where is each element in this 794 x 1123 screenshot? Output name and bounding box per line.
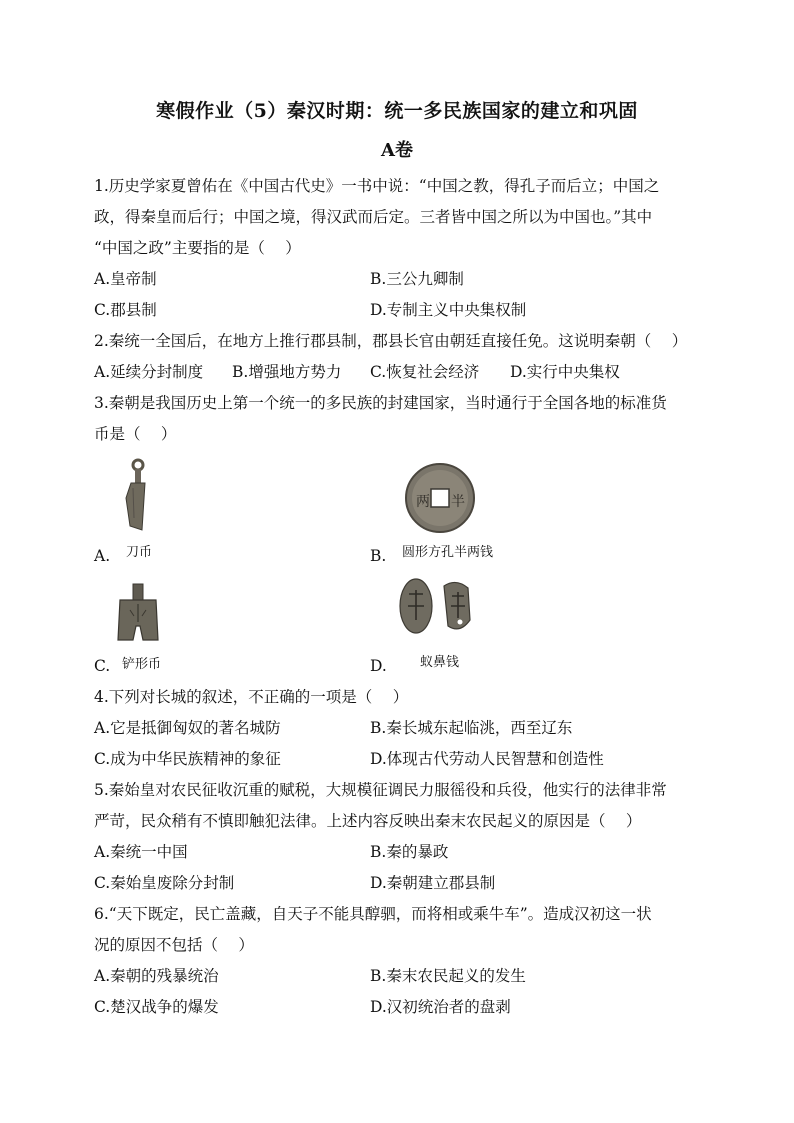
ant-nose-coin-icon — [394, 576, 482, 638]
q1-option-a: A.皇帝制 — [94, 270, 157, 288]
q6-option-a: A.秦朝的残暴统治 — [94, 967, 219, 985]
spade-coin-icon — [110, 582, 166, 642]
svg-text:半: 半 — [451, 494, 465, 510]
q4-option-c: C.成为中华民族精神的象征 — [94, 750, 281, 768]
q3-option-c-caption: 铲形币 — [122, 657, 162, 672]
svg-text:两: 两 — [416, 494, 430, 510]
q5-option-b: B.秦的暴政 — [370, 843, 449, 861]
q5-option-a: A.秦统一中国 — [94, 843, 188, 861]
q3-option-a-letter: A. — [94, 547, 111, 565]
q4-option-d: D.体现古代劳动人民智慧和创造性 — [370, 750, 604, 768]
q5-line-1: 5.秦始皇对农民征收沉重的赋税，大规模征调民力服徭役和兵役，他实行的法律非常 — [94, 781, 667, 799]
q2-option-d: D.实行中央集权 — [510, 363, 620, 381]
q2-line-1: 2.秦统一全国后，在地方上推行郡县制，郡县长官由朝廷直接任免。这说明秦朝（ ） — [94, 332, 688, 350]
q3-option-b-caption: 圆形方孔半两钱 — [402, 545, 494, 560]
q4-line-1: 4.下列对长城的叙述，不正确的一项是（ ） — [94, 688, 409, 706]
section-title: A卷 — [381, 140, 413, 161]
q3-option-a-caption: 刀币 — [126, 545, 153, 560]
knife-coin-icon — [118, 458, 158, 532]
q4-option-b: B.秦长城东起临洮，西至辽东 — [370, 719, 573, 737]
page-title: 寒假作业（5）秦汉时期：统一多民族国家的建立和巩固 — [156, 100, 638, 122]
q4-option-a: A.它是抵御匈奴的著名城防 — [94, 719, 281, 737]
q6-option-c: C.楚汉战争的爆发 — [94, 998, 219, 1016]
q5-option-c: C.秦始皇废除分封制 — [94, 874, 235, 892]
q2-option-a: A.延续分封制度 — [94, 363, 204, 381]
q6-option-b: B.秦末农民起义的发生 — [370, 967, 526, 985]
q6-line-2: 况的原因不包括（ ） — [94, 936, 254, 954]
q2-option-c: C.恢复社会经济 — [370, 363, 480, 381]
q3-line-2: 币是（ ） — [94, 425, 177, 443]
q1-option-d: D.专制主义中央集权制 — [370, 301, 527, 319]
q2-option-b: B.增强地方势力 — [232, 363, 342, 381]
q1-line-3: “中国之政”主要指的是（ ） — [94, 239, 301, 257]
q1-option-b: B.三公九卿制 — [370, 270, 464, 288]
q1-option-c: C.郡县制 — [94, 301, 157, 319]
q3-option-c-letter: C. — [94, 657, 111, 675]
round-coin-icon — [404, 462, 476, 534]
q3-option-b-letter: B. — [370, 547, 387, 565]
q6-line-1: 6.“天下既定，民亡盖藏，自天子不能具醇驷，而将相或乘牛车”。造成汉初这一状 — [94, 905, 652, 923]
q5-line-2: 严苛，民众稍有不慎即触犯法律。上述内容反映出秦末农民起义的原因是（ ） — [94, 812, 642, 830]
q3-option-d-letter: D. — [370, 657, 387, 675]
q3-option-d-caption: 蚁鼻钱 — [420, 655, 460, 670]
q6-option-d: D.汉初统治者的盘剥 — [370, 998, 511, 1016]
q3-line-1: 3.秦朝是我国历史上第一个统一的多民族的封建国家，当时通行于全国各地的标准货 — [94, 394, 667, 412]
q1-line-2: 政，得秦皇而后行；中国之境，得汉武而后定。三者皆中国之所以为中国也。”其中 — [94, 208, 653, 226]
q5-option-d: D.秦朝建立郡县制 — [370, 874, 496, 892]
q1-line-1: 1.历史学家夏曾佑在《中国古代史》一书中说：“中国之教，得孔子而后立；中国之 — [94, 177, 660, 195]
